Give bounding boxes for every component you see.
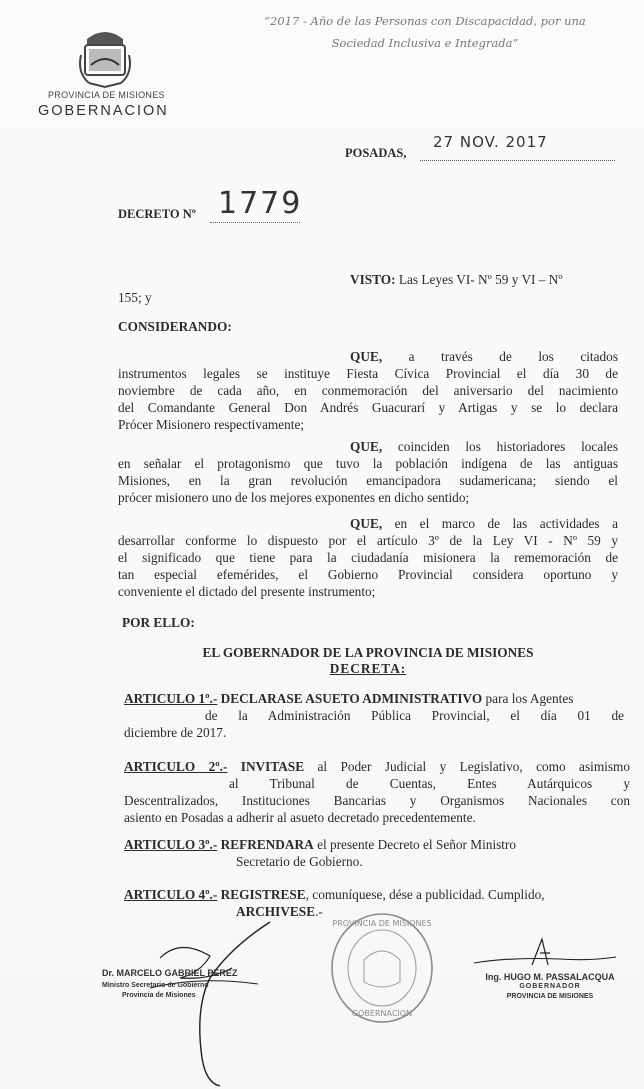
que3-line: desarrollar conforme lo dispuesto por el artículo 3º de la Ley VI - Nº 59 y xyxy=(118,533,618,548)
visto-text: Las Leyes VI- Nº 59 y VI – Nº xyxy=(398,272,563,287)
que1-line: Prócer Misionero respectivamente; xyxy=(118,417,305,432)
considerando-heading: CONSIDERANDO: xyxy=(118,319,232,334)
year-motto xyxy=(250,10,600,54)
article-2-line: al Tribunal de Cuentas, Entes Autárquicos y xyxy=(229,776,630,791)
article-4-first: , comuníquese, dése a publicidad. Cumplido, xyxy=(305,887,545,902)
que1-line: noviembre de cada año, en conmemoración del aniversario del nacimiento xyxy=(118,383,618,398)
article-1-label: ARTICULO 1º.- xyxy=(124,691,218,706)
que3-line: tan especial efemérides, el Gobierno Provincial considera oportuno y xyxy=(118,567,618,582)
decree-number: 1779 xyxy=(218,186,303,221)
article-3-bold: REFRENDARA xyxy=(220,837,314,852)
official-seal-stamp xyxy=(330,912,434,1024)
article-4-label: ARTICULO 4º.- xyxy=(124,887,218,902)
article-1-line: de la Administración Pública Provincial, el día 01 de xyxy=(205,708,624,723)
coat-of-arms-icon xyxy=(75,25,135,89)
right-signer-province: PROVINCIA DE MISIONES xyxy=(506,993,594,1000)
que1-label: QUE, xyxy=(350,349,383,364)
right-signature-icon xyxy=(470,935,620,975)
que2-first-line xyxy=(350,438,618,455)
article-3-line: Secretario de Gobierno. xyxy=(236,854,363,869)
left-signature-icon xyxy=(140,918,280,1088)
right-signature-block xyxy=(480,972,620,1002)
que2-line: prócer misionero uno de los mejores exponentes en dicho sentido; xyxy=(118,490,470,505)
visto-continuation: 155; y xyxy=(118,290,152,305)
article-4-bold-2: ARCHIVESE xyxy=(236,904,316,919)
que2-line: en señalar el protagonismo que tuvo la población indígena de las antiguas xyxy=(118,456,618,471)
left-signature-block xyxy=(102,968,237,1001)
visto-line xyxy=(350,271,616,288)
date-dotted-line xyxy=(420,148,615,161)
que2-label: QUE, xyxy=(350,439,383,454)
article-3-label: ARTICULO 3º.- xyxy=(124,837,218,852)
article-2-label: ARTICULO 2º.- xyxy=(124,759,228,774)
motto-line-1: “2017 - Año de las Personas con Discapacidad, por una xyxy=(264,14,586,28)
que2-first: coinciden los historiadores locales xyxy=(397,439,618,454)
que1-first-line xyxy=(350,348,618,365)
place-label: POSADAS, xyxy=(345,146,407,160)
handwritten-date: 27 NOV. 2017 xyxy=(433,133,548,151)
province-label: PROVINCIA DE MISIONES xyxy=(48,90,165,100)
que1-body xyxy=(118,365,618,433)
motto-line-2: Sociedad Inclusiva e Integrada” xyxy=(331,36,519,50)
decree-dotted-line xyxy=(210,222,300,223)
left-signer-title: Ministro Secretario de Gobierno xyxy=(102,982,209,989)
svg-text:GOBERNACION: GOBERNACION xyxy=(351,1009,413,1018)
left-signer-name: Dr. MARCELO GABRIEL PÉREZ xyxy=(102,968,238,978)
article-1-bold: DECLARASE ASUETO ADMINISTRATIVO xyxy=(220,691,483,706)
svg-text:PROVINCIA DE MISIONES: PROVINCIA DE MISIONES xyxy=(332,919,432,928)
que3-line: conveniente el dictado del presente instrumento; xyxy=(118,584,376,599)
que3-line: el significado que tiene para la ciudadanía misionera la rememoración de xyxy=(118,550,618,565)
por-ello-heading: POR ELLO: xyxy=(122,615,195,630)
article-2-first: al Poder Judicial y Legislativo, como asimismo xyxy=(317,759,631,774)
que3-first: en el marco de las actividades a xyxy=(394,516,618,531)
article-3-first: el presente Decreto el Señor Ministro xyxy=(317,837,517,852)
right-signer-name: Ing. HUGO M. PASSALACQUA xyxy=(485,972,615,982)
article-2 xyxy=(124,758,630,826)
article-1 xyxy=(124,690,624,741)
article-4-tail: .- xyxy=(315,904,323,919)
article-2-line: Descentralizados, Instituciones Bancarias y Organismos Nacionales con xyxy=(124,793,630,808)
organization-label: GOBERNACION xyxy=(38,103,169,119)
left-signer-province: Provincia de Misiones xyxy=(122,992,196,999)
que1-line: instrumentos legales se instituye Fiesta Cívica Provincial el día 30 de xyxy=(118,366,618,381)
article-2-bold: INVITASE xyxy=(240,759,305,774)
decree-label: DECRETO Nº xyxy=(118,207,196,221)
right-signer-title: GOBERNADOR xyxy=(519,983,581,990)
article-4-bold: REGISTRESE xyxy=(220,887,306,902)
visto-label: VISTO: xyxy=(350,272,396,287)
que3-first-line xyxy=(350,515,618,532)
decreta-heading: DECRETA: xyxy=(329,661,407,676)
que3-body xyxy=(118,532,618,600)
que1-line: del Comandante General Don Andrés Guacurarí y Artigas y se lo declara xyxy=(118,400,618,415)
que3-label: QUE, xyxy=(350,516,383,531)
que2-line: Misiones, en la gran revolución emancipadora sudamericana; siendo el xyxy=(118,473,618,488)
article-3 xyxy=(124,836,630,870)
article-1-first: para los Agentes xyxy=(485,691,574,706)
que1-first: a través de los citados xyxy=(408,349,618,364)
governor-heading: EL GOBERNADOR DE LA PROVINCIA DE MISIONES xyxy=(202,645,534,660)
article-2-line: asiento en Posadas a adherir al asueto decretado precedentemente. xyxy=(124,810,476,825)
article-1-line: diciembre de 2017. xyxy=(124,725,227,740)
que2-body xyxy=(118,455,618,506)
